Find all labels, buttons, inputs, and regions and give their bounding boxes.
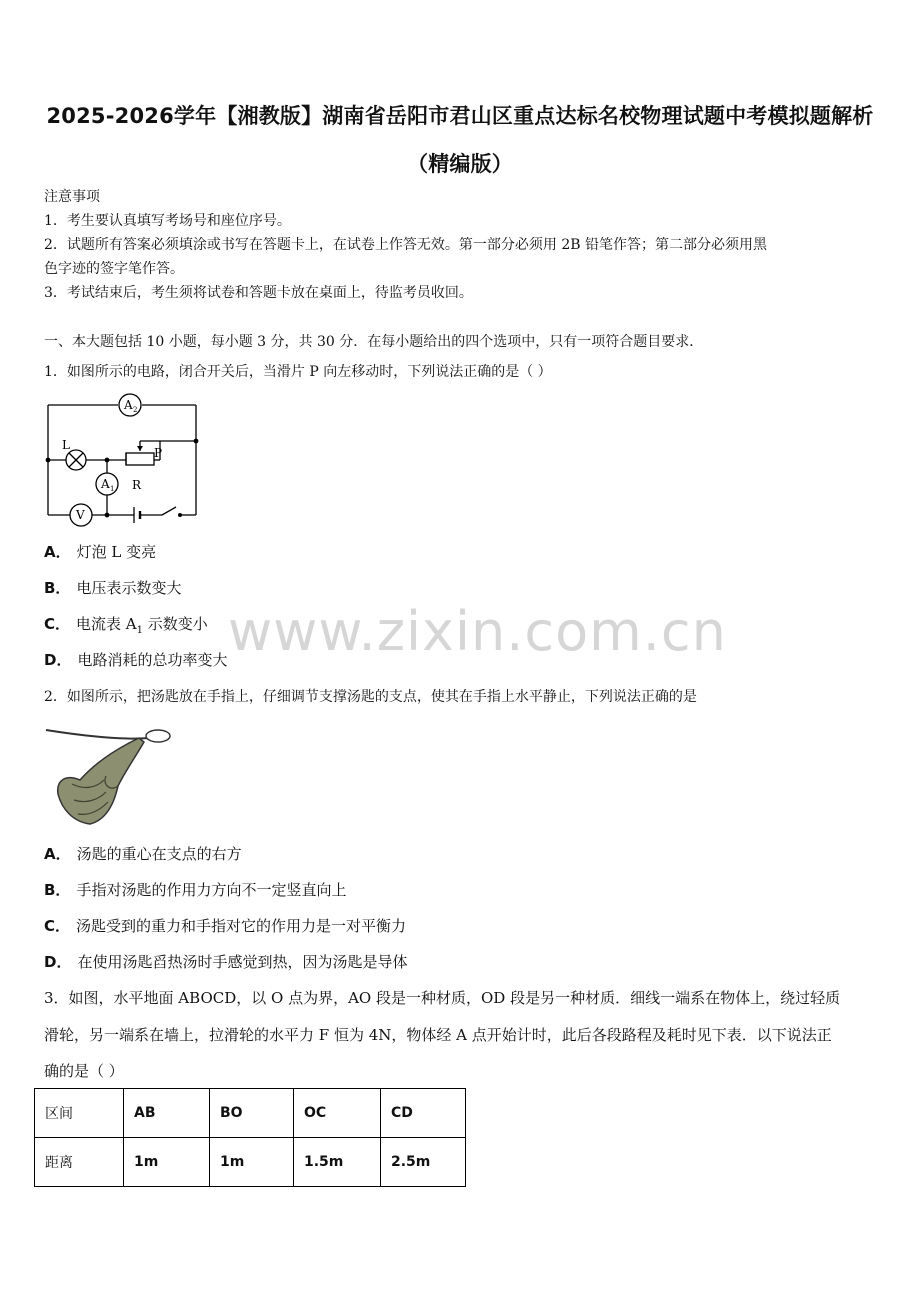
table-cell: BO — [210, 1089, 294, 1138]
table-cell: 1m — [124, 1138, 210, 1187]
table-row — [35, 1089, 466, 1138]
table-row — [35, 1138, 466, 1187]
circuit-diagram — [40, 393, 205, 529]
distance-table — [34, 1088, 466, 1187]
question-3-line-1: 3．如图，水平地面 ABOCD，以 O 点为界，AO 段是一种材质，OD 段是另一种材质．细线一端系在物体上，绕过轻质 — [44, 989, 841, 1007]
notes-item-1: 1．考生要认真填写考场号和座位序号。 — [44, 213, 291, 229]
table-cell: 1m — [210, 1138, 294, 1187]
ammeter-a1-sub: 1 — [110, 485, 115, 493]
table-cell: 区间 — [35, 1089, 124, 1138]
ammeter-a2-sub: 2 — [133, 406, 138, 414]
table-cell: 1.5m — [294, 1138, 381, 1187]
table-cell: AB — [124, 1089, 210, 1138]
question-3-line-2: 滑轮，另一端系在墙上，拉滑轮的水平力 F 恒为 4N，物体经 A 点开始计时，此后各段路程及耗时见下表．以下说法正 — [44, 1026, 832, 1044]
question-2-stem: 2．如图所示，把汤匙放在手指上，仔细调节支撑汤匙的支点，使其在手指上水平静止，下列说法正确的是 — [44, 689, 697, 705]
q2-option-c: C． 汤匙受到的重力和手指对它的作用力是一对平衡力 — [44, 917, 407, 935]
ammeter-a1-label: A — [101, 477, 110, 491]
q1-option-d: D． 电路消耗的总功率变大 — [44, 651, 228, 669]
q1-option-b: B． 电压表示数变大 — [44, 579, 182, 597]
section-heading: 一、本大题包括 10 小题，每小题 3 分，共 30 分．在每小题给出的四个选项中，只有一项符合题目要求． — [44, 334, 704, 350]
q1-option-a: A． 灯泡 L 变亮 — [44, 543, 157, 561]
lamp-label: L — [62, 438, 70, 452]
q1-option-c: C． 电流表 $A_1$ 示数变小 — [44, 615, 208, 636]
table-cell: 2.5m — [381, 1138, 466, 1187]
notes-item-2-cont: 色字迹的签字笔作答。 — [44, 261, 184, 277]
voltmeter-label: V — [76, 508, 85, 522]
hand-spoon-illustration — [44, 724, 174, 828]
table-cell: CD — [381, 1089, 466, 1138]
page-subtitle: （精编版） — [407, 152, 513, 176]
table-cell: 距离 — [35, 1138, 124, 1187]
q2-option-a: A． 汤匙的重心在支点的右方 — [44, 845, 242, 863]
notes-item-2: 2．试题所有答案必须填涂或书写在答题卡上，在试卷上作答无效。第一部分必须用 2B 铅笔作答；第二部分必须用黑 — [44, 237, 767, 253]
notes-heading: 注意事项 — [44, 189, 100, 205]
q2-option-b: B． 手指对汤匙的作用力方向不一定竖直向上 — [44, 881, 347, 899]
question-1-stem: 1．如图所示的电路，闭合开关后，当滑片 P 向左移动时，下列说法正确的是（ ） — [44, 364, 552, 380]
page-title: 2025-2026学年【湘教版】湖南省岳阳市君山区重点达标名校物理试题中考模拟题解析 — [46, 104, 874, 128]
slider-label: P — [154, 446, 163, 460]
table-cell: OC — [294, 1089, 381, 1138]
q2-option-d: D． 在使用汤匙舀热汤时手感觉到热，因为汤匙是导体 — [44, 953, 408, 971]
resistor-label: R — [132, 478, 142, 492]
question-3-line-3: 确的是（ ） — [44, 1062, 124, 1080]
notes-item-3: 3．考试结束后，考生须将试卷和答题卡放在桌面上，待监考员收回。 — [44, 285, 473, 301]
watermark: www.zixin.com.cn — [228, 600, 727, 663]
ammeter-a2-label: A — [124, 398, 133, 412]
